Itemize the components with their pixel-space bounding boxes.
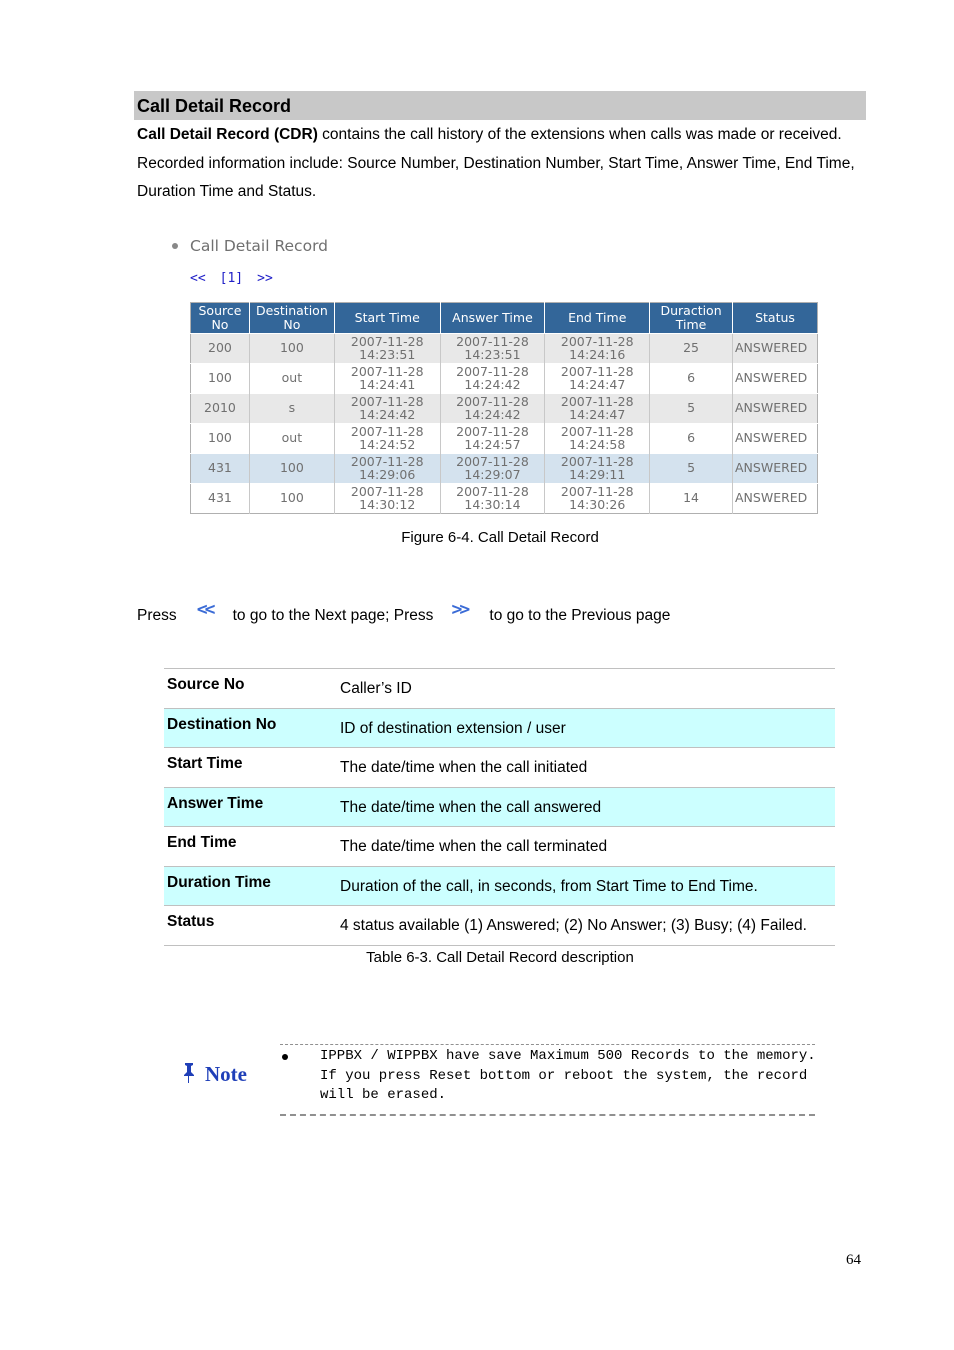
table-row — [191, 484, 818, 514]
cell-source: 2010 — [191, 394, 250, 424]
description-term: Answer Time — [167, 794, 264, 812]
bullet-icon — [282, 1054, 288, 1060]
description-row — [164, 748, 835, 788]
press-middle-text: to go to the Next page; Press — [232, 607, 434, 624]
cell-source: 200 — [191, 334, 250, 364]
table-row — [191, 454, 818, 484]
col-status: Status — [733, 303, 818, 334]
cell-answer: 2007-11-28 14:23:51 — [440, 334, 545, 364]
cell-duration: 6 — [650, 364, 733, 394]
description-definition: The date/time when the call initiated — [340, 759, 588, 776]
description-definition: The date/time when the call terminated — [340, 838, 608, 855]
description-term: End Time — [167, 834, 237, 851]
cell-status: ANSWERED — [733, 394, 818, 424]
cdr-table — [190, 302, 818, 514]
cell-status: ANSWERED — [733, 364, 818, 394]
cell-end: 2007-11-28 14:24:47 — [545, 394, 650, 424]
double-chevron-right-icon: >> — [451, 599, 468, 620]
cell-duration: 5 — [650, 454, 733, 484]
description-definition: The date/time when the call answered — [340, 798, 602, 816]
figure-title: Call Detail Record — [190, 237, 329, 255]
cell-source: 100 — [191, 364, 250, 394]
description-row — [164, 867, 835, 907]
cell-start: 2007-11-28 14:29:06 — [334, 454, 440, 484]
press-instructions — [137, 601, 670, 631]
col-end-time: End Time — [545, 303, 650, 334]
bullet-icon — [172, 243, 178, 249]
col-source-no: Source No — [191, 303, 250, 334]
intro-bold: Call Detail Record (CDR) — [137, 126, 318, 143]
table-row — [191, 364, 818, 394]
col-duration-time: Duraction Time — [650, 303, 733, 334]
next-page-link[interactable]: >> — [257, 271, 273, 286]
prev-page-link[interactable]: << — [190, 271, 206, 286]
description-row — [164, 827, 835, 867]
cell-duration: 25 — [650, 334, 733, 364]
cell-source: 431 — [191, 484, 250, 514]
description-term: Status — [167, 913, 215, 930]
col-destination-no: Destination No — [249, 303, 334, 334]
cdr-header-row — [191, 303, 818, 334]
cell-start: 2007-11-28 14:24:41 — [334, 364, 440, 394]
cell-source: 431 — [191, 454, 250, 484]
cell-answer: 2007-11-28 14:29:07 — [440, 454, 545, 484]
description-definition: 4 status available (1) Answered; (2) No Answer; (3) Busy; (4) Failed. — [340, 917, 807, 934]
cell-destination: s — [249, 394, 334, 424]
cell-duration: 5 — [650, 394, 733, 424]
note-label: Note — [205, 1062, 247, 1086]
cell-duration: 14 — [650, 484, 733, 514]
pushpin-icon — [183, 1062, 197, 1084]
cell-destination: 100 — [249, 484, 334, 514]
press-end-text: to go to the Previous page — [489, 607, 671, 624]
cell-start: 2007-11-28 14:24:52 — [334, 424, 440, 454]
cell-end: 2007-11-28 14:30:26 — [545, 484, 650, 514]
description-row — [164, 906, 835, 946]
cell-answer: 2007-11-28 14:30:14 — [440, 484, 545, 514]
cell-end: 2007-11-28 14:29:11 — [545, 454, 650, 484]
cell-source: 100 — [191, 424, 250, 454]
cell-destination: 100 — [249, 454, 334, 484]
cell-destination: out — [249, 424, 334, 454]
table-row — [191, 394, 818, 424]
description-row — [164, 709, 835, 749]
pager — [190, 271, 273, 287]
press-text: Press — [137, 607, 177, 624]
intro-paragraph — [137, 121, 872, 207]
cell-destination: 100 — [249, 334, 334, 364]
note-text: IPPBX / WIPPBX have save Maximum 500 Records to the memory. If you press Reset bottom or reboot the system, the record will be erased. — [320, 1048, 816, 1103]
cell-status: ANSWERED — [733, 334, 818, 364]
cell-destination: out — [249, 364, 334, 394]
description-row — [164, 669, 835, 709]
description-term: Destination No — [167, 715, 277, 733]
description-definition: ID of destination extension / user — [340, 719, 566, 737]
col-start-time: Start Time — [334, 303, 440, 334]
cell-end: 2007-11-28 14:24:16 — [545, 334, 650, 364]
double-chevron-left-icon: << — [196, 599, 213, 620]
page-1-link[interactable]: [1] — [219, 271, 244, 286]
table-row — [191, 334, 818, 364]
description-definition: Caller’s ID — [340, 680, 412, 697]
page-number: 64 — [846, 1252, 861, 1268]
cell-end: 2007-11-28 14:24:47 — [545, 364, 650, 394]
description-row — [164, 788, 835, 828]
cell-end: 2007-11-28 14:24:58 — [545, 424, 650, 454]
description-term: Source No — [167, 676, 245, 693]
cell-duration: 6 — [650, 424, 733, 454]
description-term: Start Time — [167, 755, 243, 772]
col-answer-time: Answer Time — [440, 303, 545, 334]
description-term: Duration Time — [167, 873, 271, 891]
cell-status: ANSWERED — [733, 484, 818, 514]
cell-start: 2007-11-28 14:23:51 — [334, 334, 440, 364]
table-row — [191, 424, 818, 454]
cell-answer: 2007-11-28 14:24:42 — [440, 364, 545, 394]
section-title: Call Detail Record — [137, 96, 292, 116]
cell-answer: 2007-11-28 14:24:42 — [440, 394, 545, 424]
cell-status: ANSWERED — [733, 424, 818, 454]
description-definition: Duration of the call, in seconds, from Start Time to End Time. — [340, 877, 758, 895]
description-table — [164, 668, 835, 946]
intro-text: contains the call history of the extensions when calls was made or received. Recorded information include: Source Number, Destination Number, Start Time, Answer Time, End Time, Duration Time and Status. — [137, 126, 855, 201]
cell-answer: 2007-11-28 14:24:57 — [440, 424, 545, 454]
figure-caption: Figure 6-4. Call Detail Record — [401, 529, 599, 546]
cell-status: ANSWERED — [733, 454, 818, 484]
table-caption: Table 6-3. Call Detail Record description — [366, 949, 634, 966]
cell-start: 2007-11-28 14:30:12 — [334, 484, 440, 514]
cell-start: 2007-11-28 14:24:42 — [334, 394, 440, 424]
